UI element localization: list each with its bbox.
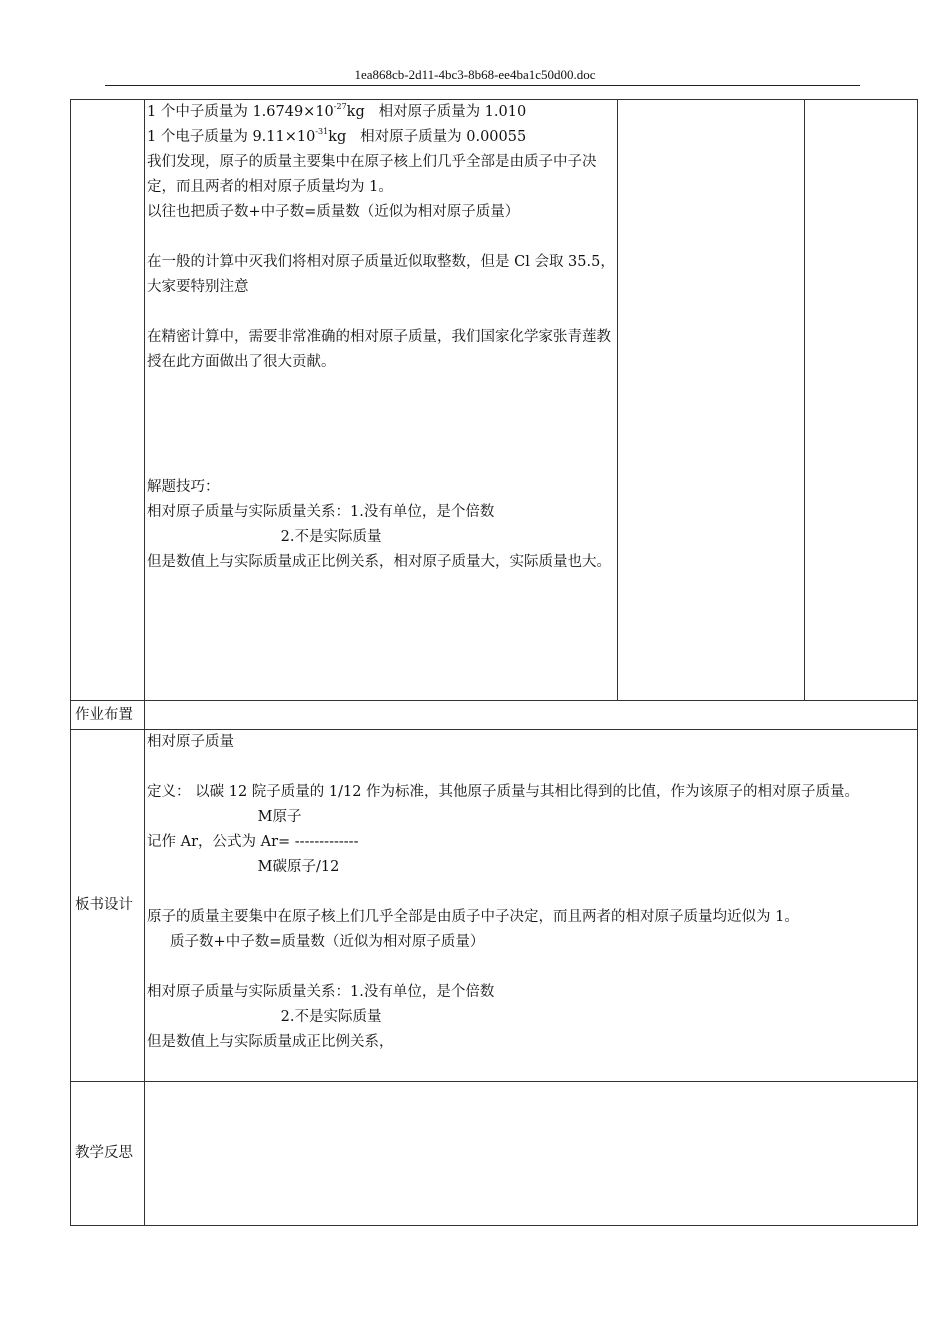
header-rule (105, 85, 860, 86)
formula-numerator: M原子 (147, 809, 302, 825)
formula-denominator: M碳原子/12 (147, 859, 340, 875)
board-design-cell (145, 730, 918, 1082)
homework-value (145, 701, 918, 730)
electron-mass-line (147, 125, 617, 150)
reflection-value (145, 1082, 918, 1226)
board-mass-number: 质子数+中子数=质量数（近似为相对原子质量） (147, 934, 485, 950)
homework-row (71, 701, 918, 730)
relation-line-2: 2.不是实际质量 (147, 529, 382, 545)
board-proportion: 但是数值上与实际质量成正比例关系， (147, 1034, 394, 1050)
neutron-mass-line (147, 100, 617, 125)
content-label-cell (71, 100, 145, 701)
rounding-paragraph: 在一般的计算中灭我们将相对原子质量近似取整数，但是 Cl 会取 35.5，大家要特别注意 (147, 254, 615, 295)
tips-title: 解题技巧： (147, 479, 220, 495)
relation-line-1: 相对原子质量与实际质量关系：1.没有单位，是个倍数 (147, 504, 495, 520)
finding-paragraph: 我们发现，原子的质量主要集中在原子核上们几乎全部是由质子中子决定，而且两者的相对原子质量均为 1。 (147, 154, 597, 195)
proportion-paragraph: 但是数值上与实际质量成正比例关系，相对原子质量大，实际质量也大。 (147, 554, 611, 570)
electron-relative-mass: kg 相对原子质量为 0.00055 (328, 129, 527, 145)
neutron-exponent: -27 (333, 102, 347, 111)
neutron-mass-text: 1 个中子质量为 1.6749×10 (147, 104, 334, 120)
electron-mass-text: 1 个电子质量为 9.11×10 (147, 129, 316, 145)
mass-number-line: 以往也把质子数+中子数=质量数（近似为相对原子质量） (147, 204, 520, 220)
board-design-row (71, 730, 918, 1082)
board-design-label: 板书设计 (71, 730, 145, 1082)
formula-line: 记作 Ar，公式为 Ar= ------------- (147, 834, 359, 850)
board-relation-1: 相对原子质量与实际质量关系：1.没有单位，是个倍数 (147, 984, 495, 1000)
content-cell (145, 100, 618, 701)
board-mass-concentration: 原子的质量主要集中在原子核上们几乎全部是由质子中子决定，而且两者的相对原子质量均近似为 1。 (147, 909, 799, 925)
reflection-row (71, 1082, 918, 1226)
board-definition: 定义： 以碳 12 院子质量的 1/12 作为标准，其他原子质量与其相比得到的比值，作为该原子的相对原子质量。 (147, 784, 860, 800)
precision-paragraph: 在精密计算中，需要非常准确的相对原子质量，我们国家化学家张青莲教授在此方面做出了很大贡献。 (147, 329, 611, 370)
lesson-plan-table (70, 99, 918, 1226)
document-filename: 1ea868cb-2d11-4bc3-8b68-ee4ba1c50d00.doc (354, 67, 596, 82)
board-relation-2: 2.不是实际质量 (147, 1009, 382, 1025)
content-row (71, 100, 918, 701)
neutron-relative-mass: kg 相对原子质量为 1.010 (346, 104, 527, 120)
electron-exponent: -31 (315, 127, 329, 136)
board-title: 相对原子质量 (147, 734, 234, 750)
content-empty-cell-2 (805, 100, 918, 701)
content-empty-cell-1 (618, 100, 805, 701)
reflection-label: 教学反思 (71, 1082, 145, 1226)
homework-label: 作业布置 (71, 701, 145, 730)
